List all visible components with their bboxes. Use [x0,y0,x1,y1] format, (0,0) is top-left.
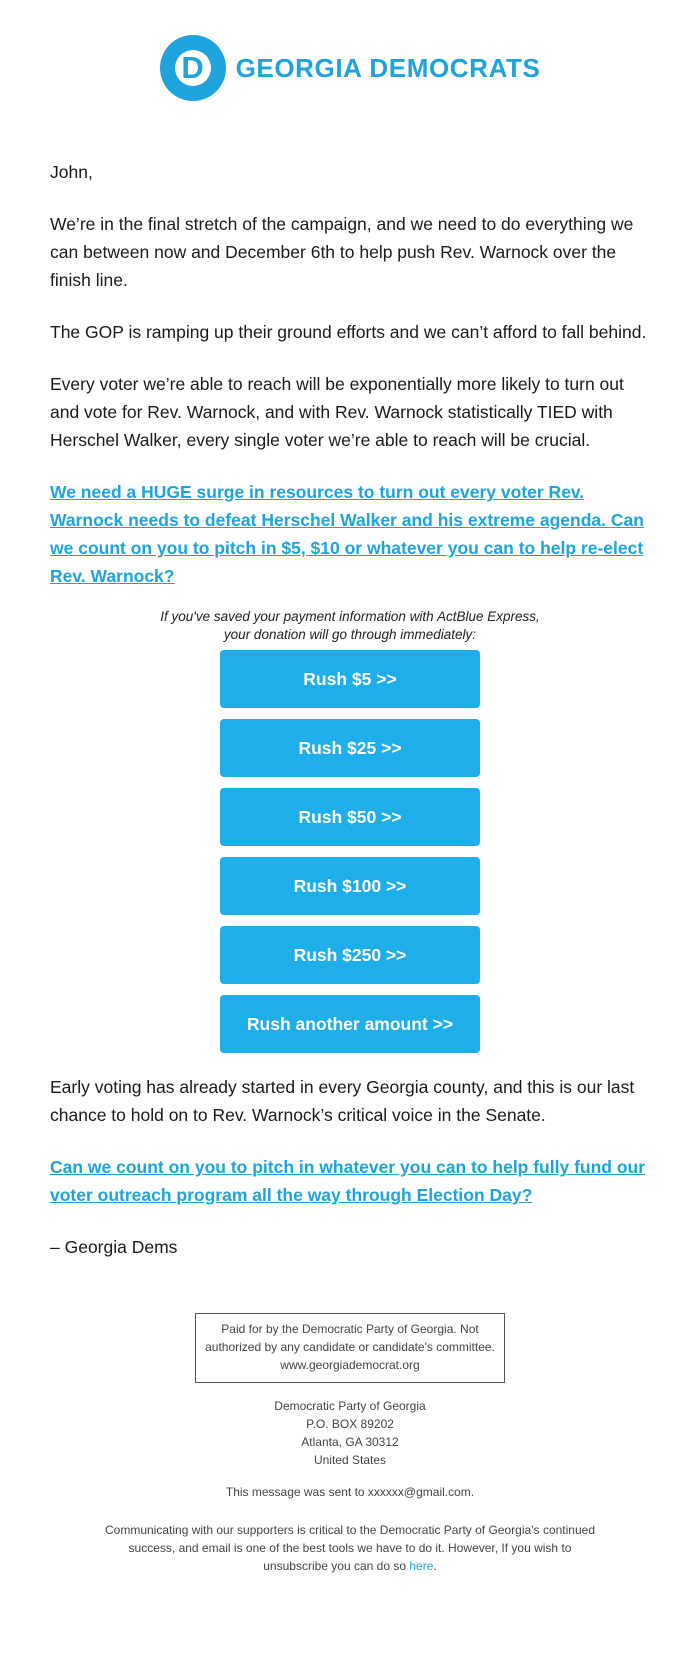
email-body-bottom [0,1073,700,1261]
unsubscribe-line-3-text: unsubscribe you can do so [263,1559,407,1573]
express-note-line-1: If you've saved your payment information with ActBlue Express, [160,609,540,624]
paragraph-4: Early voting has already started in every Georgia county, and this is our last chance to hold on to Rev. Warnock’s critical voice in the Senate. [50,1077,635,1125]
unsubscribe-notice [0,1521,700,1575]
paragraph-2: The GOP is ramping up their ground efforts and we can’t afford to fall behind. [50,322,647,342]
democrats-d-icon [160,35,226,101]
disclaimer-line-1: Paid for by the Democratic Party of Georgia. Not [221,1322,479,1336]
disclaimer-line-3: www.georgiademocrat.org [280,1358,420,1372]
paragraph-1: We’re in the final stretch of the campaign, and we need to do everything we can between now and December 6th to help push Rev. Warnock over the finish line. [50,214,634,290]
address-line-2: P.O. BOX 89202 [306,1417,394,1431]
express-note-line-2: your donation will go through immediately: [223,627,477,642]
paid-for-disclaimer [195,1313,505,1383]
sent-to-notice: This message was sent to xxxxxx@gmail.com. [225,1485,475,1499]
logo-text: GEORGIA DEMOCRATS [235,52,541,83]
address-line-4: United States [313,1453,387,1467]
rush-other-amount-button[interactable]: Rush another amount >> [220,995,480,1053]
donate-link-2[interactable]: Can we count on you to pitch in whatever you can to help fully fund our voter outreach program all the way through Election Day? [50,1157,646,1205]
email-body [0,158,700,590]
express-note [0,608,700,644]
logo-letter: D [181,50,204,85]
donation-buttons [0,650,700,1053]
rush-100-button[interactable]: Rush $100 >> [220,857,480,915]
mailing-address [0,1397,700,1469]
rush-25-button[interactable]: Rush $25 >> [220,719,480,777]
address-line-3: Atlanta, GA 30312 [301,1435,399,1449]
unsubscribe-line-2: success, and email is one of the best tools we have to do it. However, If you wish to [128,1541,572,1555]
greeting: John, [50,162,93,182]
address-line-1: Democratic Party of Georgia [274,1399,426,1413]
unsubscribe-link[interactable]: here [409,1559,434,1573]
unsubscribe-line-1: Communicating with our supporters is critical to the Democratic Party of Georgia’s continued [105,1523,595,1537]
rush-5-button[interactable]: Rush $5 >> [220,650,480,708]
unsubscribe-line-3 [0,1557,700,1575]
rush-250-button[interactable]: Rush $250 >> [220,926,480,984]
signoff: – Georgia Dems [50,1237,178,1257]
paragraph-3: Every voter we’re able to reach will be exponentially more likely to turn out and vote for Rev. Warnock, and with Rev. Warnock statistically TIED with Herschel Walker, every single voter we’re able to reach will be crucial. [50,374,624,450]
unsubscribe-period: . [433,1559,437,1573]
donate-link-1[interactable]: We need a HUGE surge in resources to turn out every voter Rev. Warnock needs to defeat Herschel Walker and his extreme agenda. Can we count on you to pitch in $5, $10 or whatever you can to help re-elect Rev. Warnock? [50,482,644,586]
footer [0,1313,700,1575]
disclaimer-line-2: authorized by any candidate or candidate's committee. [205,1340,495,1354]
logo[interactable] [0,0,700,102]
rush-50-button[interactable]: Rush $50 >> [220,788,480,846]
